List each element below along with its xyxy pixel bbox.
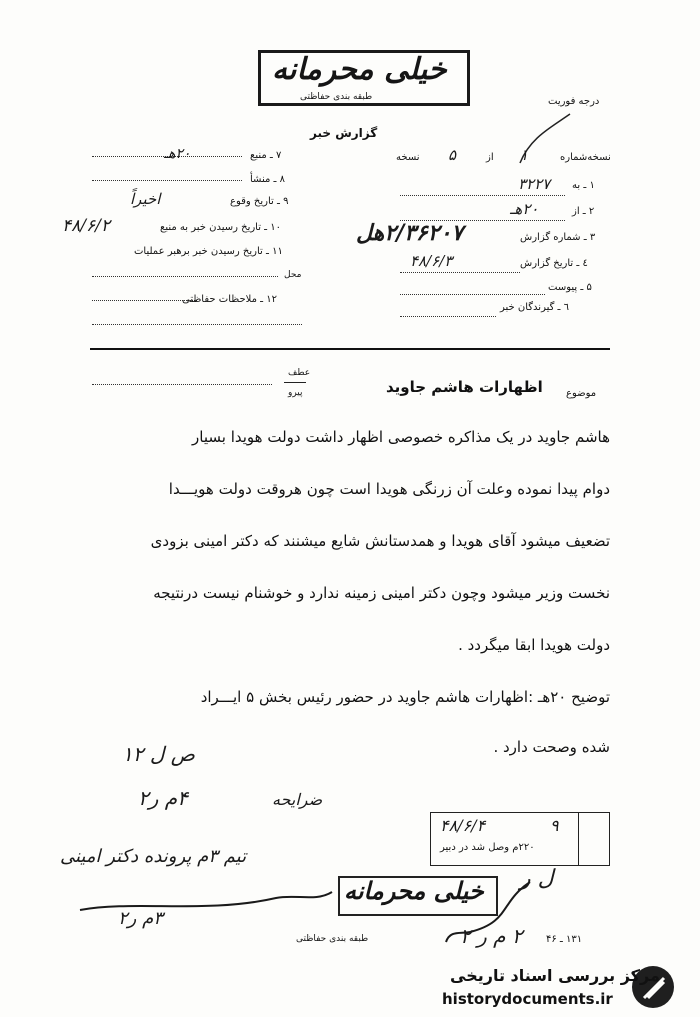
origin-dots xyxy=(92,180,242,181)
received-source-value: ۴۸/۶/۲ xyxy=(62,216,110,236)
body-line-1: هاشم جاوید در یک مذاکره خصوصی اظهار داشت دولت هویدا بسیار xyxy=(192,428,610,446)
watermark-url[interactable]: historydocuments.ir xyxy=(442,990,613,1008)
priority-label: درجه فوریت xyxy=(548,96,600,107)
handwritten-note-3: ضرایحه xyxy=(272,790,323,809)
handwritten-note-2: ۴م ر۲ xyxy=(138,786,188,810)
report-title: گزارش خبر xyxy=(310,126,378,140)
receipt-divider xyxy=(578,812,579,866)
copies-of-value: ۵ xyxy=(448,146,457,164)
event-date-value: اخیراً xyxy=(130,190,161,208)
receipt-line-1: ۴۸/۶/۴ xyxy=(440,816,486,835)
section-divider xyxy=(90,348,610,350)
source-label: ۷ ـ منبع xyxy=(250,150,282,161)
received-source-label: ۱۰ ـ تاریخ رسیدن خبر به منبع xyxy=(160,222,282,233)
handwritten-note-4: تیم ۳م پرونده دکتر امینی xyxy=(60,846,247,867)
explanation-line-2: شده وصحت دارد . xyxy=(493,738,610,756)
body-line-2: دوام پیدا نموده وعلت آن زرنگی هویدا است چون هروقت دولت هویـــدا xyxy=(168,480,610,498)
body-line-4: نخست وزیر میشود وچون دکتر امینی زمینه ندارد و خوشنام نیست درنتیجه xyxy=(153,584,610,602)
attachment-label: ۵ ـ پیوست xyxy=(548,282,592,293)
copies-of-label: از xyxy=(486,152,494,163)
subject-ref-top: عطف xyxy=(288,368,311,378)
security-notes-label: ۱۲ ـ ملاحظات حفاظتی xyxy=(182,294,277,305)
from-value: ۲۰هـ xyxy=(510,200,539,218)
source-value: ۲۰هـ xyxy=(164,146,191,162)
recipients-label: ٦ ـ گیرندگان خبر xyxy=(500,302,570,313)
received-ops-dots xyxy=(92,276,278,277)
form-code: ۱۳۱ ـ ۴۶ xyxy=(546,934,583,945)
top-stamp-subtitle: طبقه بندی حفاظتی xyxy=(300,92,373,102)
watermark-title: مرکز بررسی اسناد تاریخی xyxy=(450,966,660,985)
security-notes-dots-2 xyxy=(92,324,302,325)
source-dots xyxy=(92,156,242,157)
to-value: ۳۲۲۷ xyxy=(518,175,551,193)
signature: ل ر xyxy=(520,866,554,891)
report-date-dots xyxy=(400,272,520,273)
recipients-dots xyxy=(400,316,496,317)
report-number-value: ۲/۳۶۲۰۷هل xyxy=(356,220,464,246)
subject-value: اظهارات هاشم جاوید xyxy=(386,378,543,396)
to-dots xyxy=(400,195,565,196)
to-label: ۱ ـ به xyxy=(572,180,595,191)
attachment-dots xyxy=(400,294,545,295)
subject-ref-dots xyxy=(92,384,272,385)
bottom-stamp-text: خیلی محرمانه xyxy=(344,876,484,905)
bottom-stamp-subtitle: طبقه بندی حفاظتی xyxy=(296,934,369,944)
receipt-line-2: ۲۲۰م وصل شد در دبیر xyxy=(440,842,535,853)
top-stamp-text: خیلی محرمانه xyxy=(272,52,447,87)
explanation-line-1: توضیح ۲۰هـ :اظهارات هاشم جاوید در حضور رئیس بخش ۵ ایـــراد xyxy=(200,688,610,706)
ref-divider xyxy=(284,382,306,383)
receipt-number: ۹ xyxy=(550,816,559,835)
event-date-label: ۹ ـ تاریخ وقوع xyxy=(230,196,289,207)
handwritten-note-5: ۳م ر۲ xyxy=(118,908,163,929)
copy-number-value: ۱ xyxy=(520,146,529,164)
report-number-label: ۳ ـ شماره گزارش xyxy=(520,232,596,243)
copy-suffix: نسخه xyxy=(396,152,420,163)
handwritten-note-1: ص ل ۱۲ xyxy=(122,742,195,766)
subject-label: موضوع xyxy=(566,388,597,399)
subject-ref-bottom: پیرو xyxy=(288,388,303,398)
handwritten-underline xyxy=(76,880,336,920)
copy-number-label: نسخه‌شماره xyxy=(560,152,611,163)
received-ops-label: ۱۱ ـ تاریخ رسیدن خبر برهبر عملیات xyxy=(134,246,283,257)
from-label: ۲ ـ از xyxy=(572,206,595,217)
place-label: محل xyxy=(284,270,302,280)
origin-label: ۸ ـ منشأ xyxy=(250,174,286,185)
report-date-value: ۴۸/۶/۳ xyxy=(410,252,453,270)
body-line-3: تضعیف میشود آقای هویدا و همدستانش شایع میشنند که دکتر امینی بزودی xyxy=(150,532,610,550)
report-date-label: ٤ ـ تاریخ گزارش xyxy=(520,258,588,269)
body-line-5: دولت هویدا ابقا میگردد . xyxy=(458,636,610,654)
footer-initials: ۲ م ر ۲ xyxy=(460,924,523,948)
